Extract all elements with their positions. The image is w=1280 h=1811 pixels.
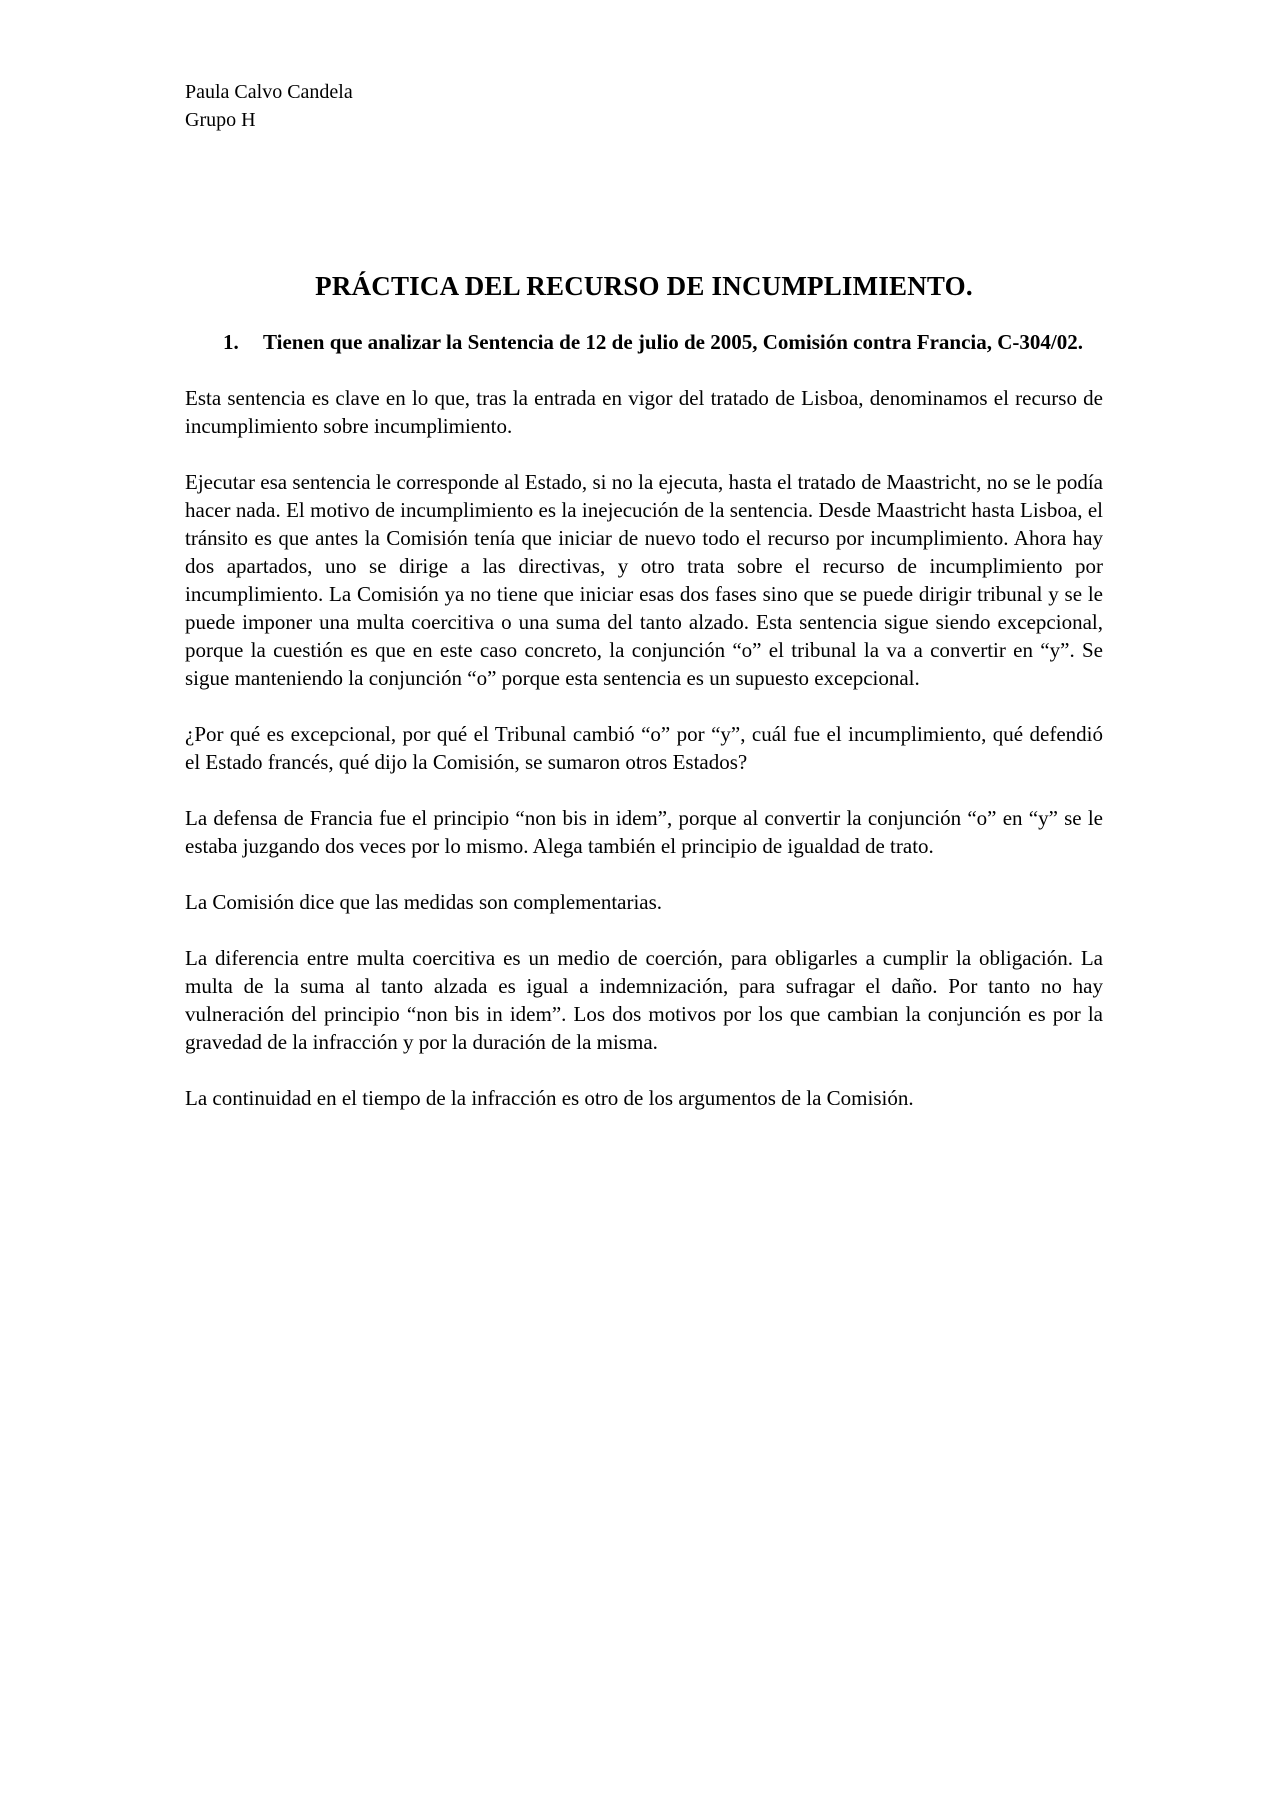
author-name: Paula Calvo Candela: [185, 81, 353, 103]
task-text: Tienen que analizar la Sentencia de 12 de julio de 2005, Comisión contra Francia, C-304/02.: [263, 330, 1083, 354]
paragraph-intro: Esta sentencia es clave en lo que, tras la entrada en vigor del tratado de Lisboa, denominamos el recurso de incumplimiento sobre incumplimiento.: [185, 386, 1103, 438]
page-title: PRÁCTICA DEL RECURSO DE INCUMPLIMIENTO.: [315, 271, 973, 301]
paragraph-continuity: La continuidad en el tiempo de la infracción es otro de los argumentos de la Comisión.: [185, 1086, 914, 1110]
paragraph-execution: Ejecutar esa sentencia le corresponde al Estado, si no la ejecuta, hasta el tratado de Maastricht, no se le podía hacer nada. El motivo de incumplimiento es la inejecución de la sentencia. Desde Maastricht hasta Lisboa, el tránsito es que antes la Comisión tenía que iniciar de nuevo todo el recurso por incumplimiento. Ahora hay dos apartados, uno se dirige a las directivas, y otro trata sobre el recurso de incumplimiento por incumplimiento. La Comisión ya no tiene que iniciar esas dos fases sino que se puede dirigir tribunal y se le puede imponer una multa coercitiva o una suma del tanto alzado. Esta sentencia sigue siendo excepcional, porque la cuestión es que en este caso concreto, la conjunción “o” el tribunal la va a convertir en “y”. Se sigue manteniendo la conjunción “o” porque esta sentencia es un supuesto excepcional.: [185, 470, 1103, 690]
group-label: Grupo H: [185, 109, 256, 131]
task-number: 1.: [223, 330, 239, 354]
paragraph-difference: La diferencia entre multa coercitiva es un medio de coerción, para obligarles a cumplir la obligación. La multa de la suma al tanto alzada es igual a indemnización, para sufragar el daño. Por tanto no hay vulneración del principio “non bis in idem”. Los dos motivos por los que cambian la conjunción es por la gravedad de la infracción y por la duración de la misma.: [185, 946, 1103, 1054]
task-item: [185, 328, 1103, 356]
paragraph-questions: ¿Por qué es excepcional, por qué el Tribunal cambió “o” por “y”, cuál fue el incumplimiento, qué defendió el Estado francés, qué dijo la Comisión, se sumaron otros Estados?: [185, 722, 1103, 774]
paragraph-france-defense: La defensa de Francia fue el principio “non bis in idem”, porque al convertir la conjunción “o” en “y” se le estaba juzgando dos veces por lo mismo. Alega también el principio de igualdad de trato.: [185, 806, 1103, 858]
document-content: [185, 78, 1103, 1112]
paragraph-commission: La Comisión dice que las medidas son complementarias.: [185, 890, 663, 914]
